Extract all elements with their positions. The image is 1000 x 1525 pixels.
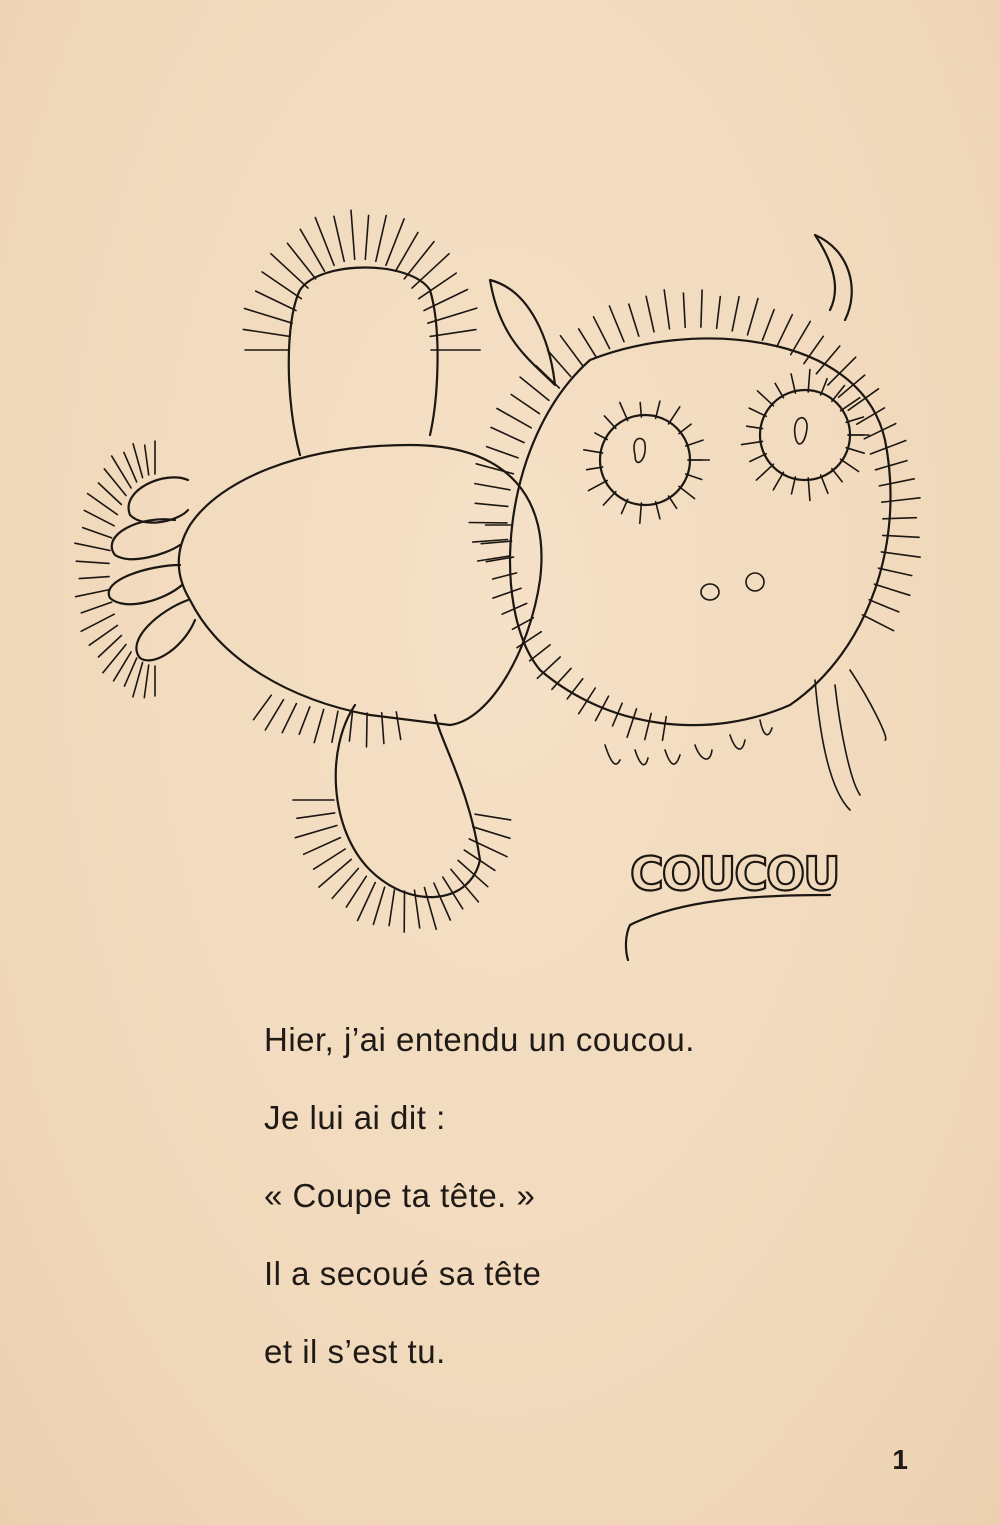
poem-line-2: Je lui ai dit : bbox=[264, 1099, 446, 1136]
poem-line-3: « Coupe ta tête. » bbox=[264, 1177, 536, 1214]
poem-line-4: Il a secoué sa tête bbox=[264, 1255, 542, 1292]
poem-line-5: et il s’est tu. bbox=[264, 1333, 446, 1370]
cuckoo-drawing-svg bbox=[70, 180, 950, 980]
poem-line-1: Hier, j’ai entendu un coucou. bbox=[264, 1021, 695, 1058]
cuckoo-illustration bbox=[70, 180, 950, 980]
fur-strokes bbox=[75, 210, 920, 932]
poem-text bbox=[264, 1010, 904, 1400]
signature-coucou: COUCOU bbox=[630, 847, 839, 901]
page-number: 1 bbox=[892, 1444, 908, 1475]
